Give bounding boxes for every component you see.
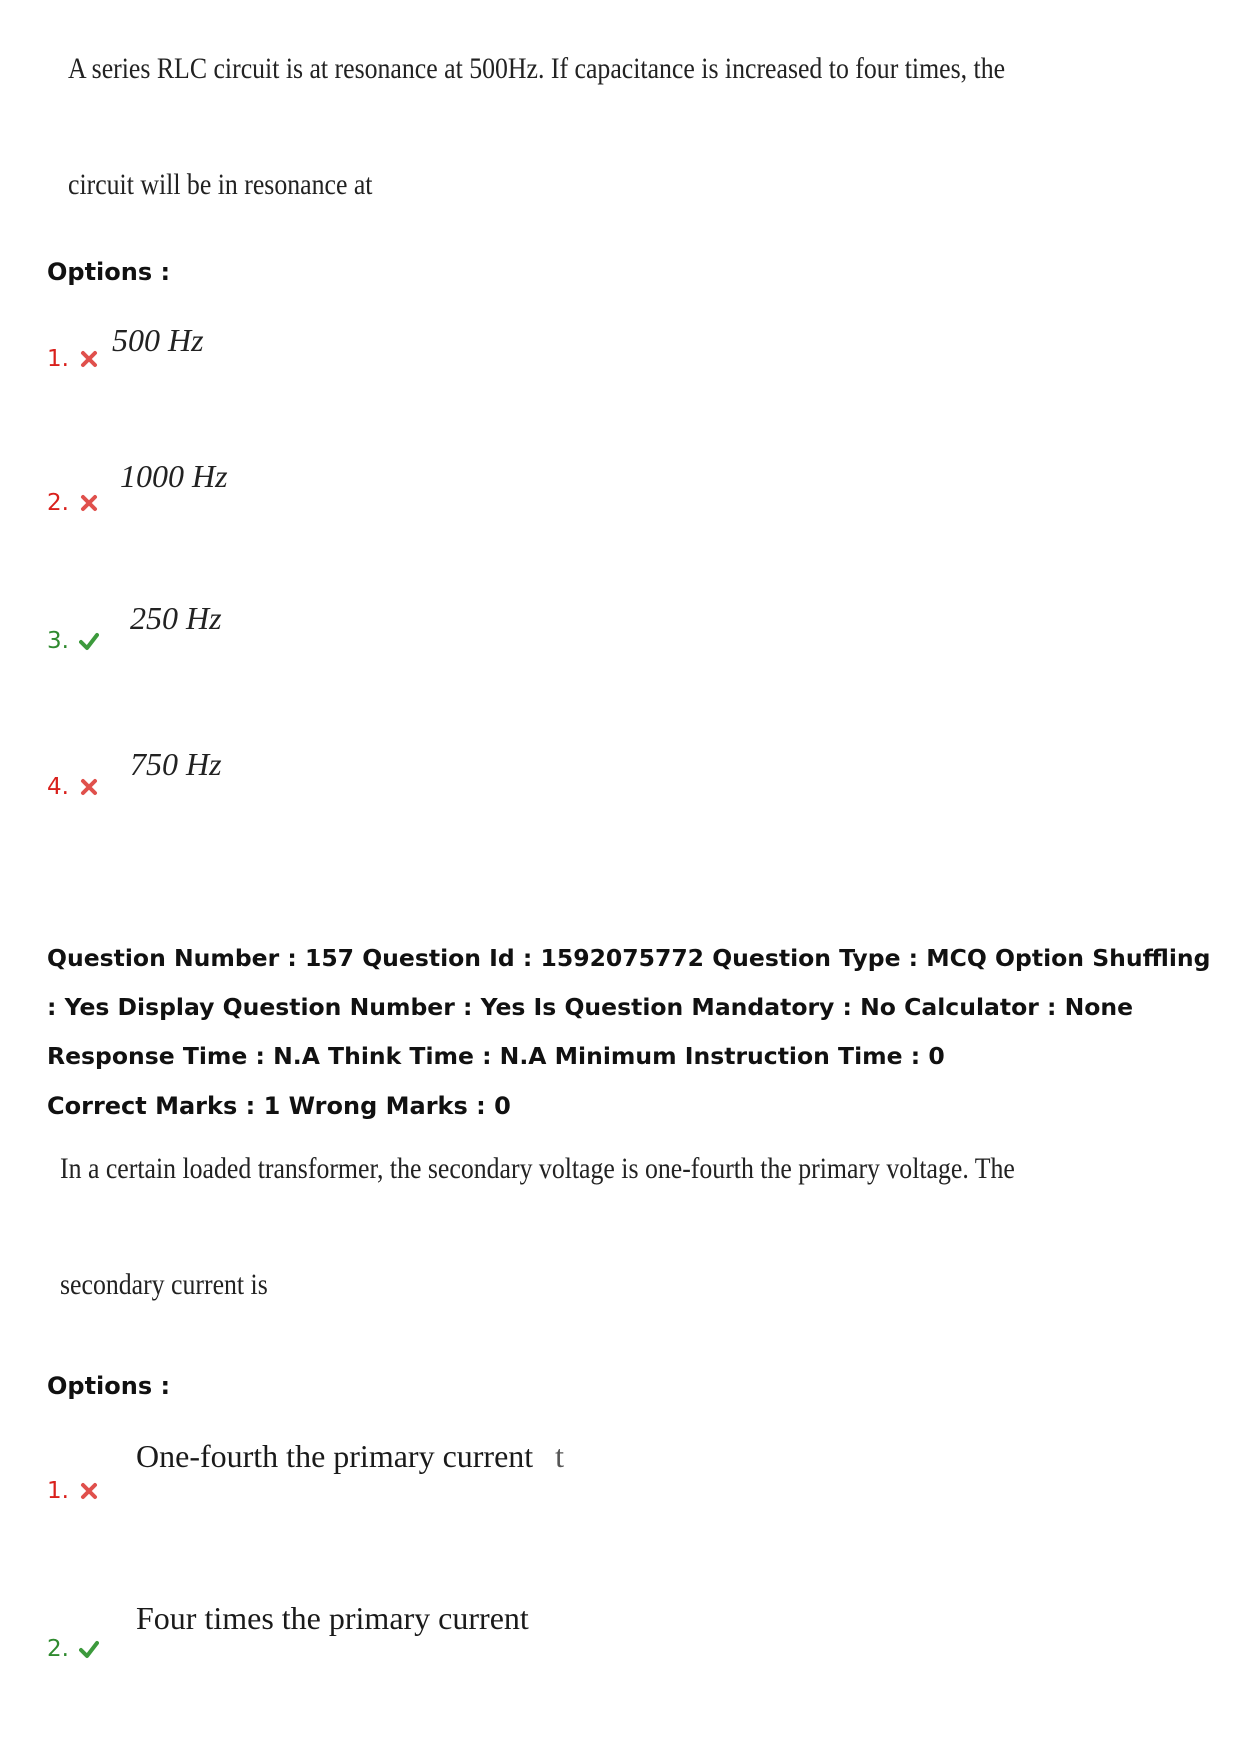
option-4[interactable] xyxy=(47,774,99,800)
option-1[interactable] xyxy=(47,1478,99,1504)
options-label: Options : xyxy=(47,1372,171,1400)
option-number: 4. xyxy=(47,774,69,800)
cross-icon xyxy=(79,349,99,369)
question-text-line-2: secondary current is xyxy=(60,1268,268,1301)
option-4-text: 750 Hz xyxy=(130,746,222,782)
question-metadata: Question Number : 157 Question Id : 1592075772 Question Type : MCQ Option Shuffling : Yes Display Question Number : Yes Is Question Mandatory : No Calculator : None Response Time : N.A Think Time : N.A Minimum Instruction Time : 0 xyxy=(47,944,1211,1070)
marks-info: Correct Marks : 1 Wrong Marks : 0 xyxy=(47,1092,511,1120)
option-2-text: 1000 Hz xyxy=(120,458,228,494)
cross-icon xyxy=(79,1481,99,1501)
option-1[interactable] xyxy=(47,346,99,372)
check-icon xyxy=(79,631,99,651)
question-text-line-1: A series RLC circuit is at resonance at 500Hz. If capacitance is increased to four times, the xyxy=(68,52,1006,85)
option-number: 3. xyxy=(47,628,69,654)
option-2[interactable] xyxy=(47,490,99,516)
cross-icon xyxy=(79,493,99,513)
cross-icon xyxy=(79,777,99,797)
option-2[interactable] xyxy=(47,1636,99,1662)
option-number: 2. xyxy=(47,490,69,516)
option-2-text: Four times the primary current xyxy=(136,1600,529,1636)
option-1-label: One-fourth the primary current xyxy=(136,1438,534,1474)
options-label: Options : xyxy=(47,258,171,286)
option-number: 2. xyxy=(47,1636,69,1662)
option-1-text xyxy=(136,1438,564,1475)
question-text-line-2: circuit will be in resonance at xyxy=(68,168,373,201)
option-1-text: 500 Hz xyxy=(112,322,204,358)
option-3-text: 250 Hz xyxy=(130,600,222,636)
option-3[interactable] xyxy=(47,628,99,654)
check-icon xyxy=(79,1639,99,1659)
option-number: 1. xyxy=(47,1478,69,1504)
option-1-trailing: t xyxy=(555,1438,565,1474)
question-text-line-1: In a certain loaded transformer, the secondary voltage is one-fourth the primary voltage. The xyxy=(60,1152,1015,1185)
option-number: 1. xyxy=(47,346,69,372)
